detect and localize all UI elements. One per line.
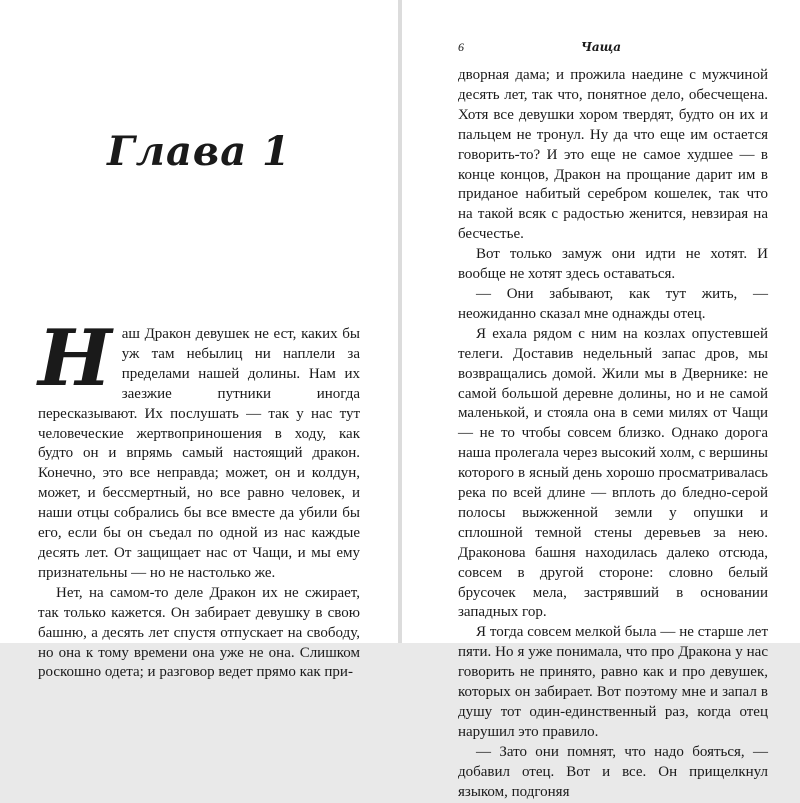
left-page-text — [38, 313, 360, 683]
paragraph: Нет, на самом-то деле Дракон их не сжирает, так только кажется. Он забирает девушку в свою башню, а десять лет спустя отпускает на свободу, но она к тому времени она уже не она. Слишком роскошно одета; и разговор ведет прямо как при- — [38, 584, 360, 681]
paragraph: — Зато они помнят, что надо бояться, — добавил отец. Вот и все. Он прищелкнул языком, подгоняя — [458, 743, 768, 800]
paragraph: — Они забывают, как тут жить, — неожиданно сказал мне однажды отец. — [458, 285, 768, 322]
paragraph-text: аш Дракон девушек не ест, каких бы уж там небылиц ни наплели за пределами нашей долины. Нам их заезжие путники иногда пересказывают. Их послушать — так у нас тут человеческие жертвоприношения в ходу, как будто он и впрямь самый настоящий дракон. Конечно, это все неправда; может, он и колдун, может, и бессмертный, но все равно человек, и наши отцы собрались бы все вместе да убили бы его, если бы он съедал по одной из нас каждые десять лет. От защищает нас от Чащи, и мы ему признательны — но не настолько же. — [38, 326, 360, 581]
right-page-text — [458, 66, 768, 803]
page-number: 6 — [458, 40, 464, 54]
paragraph — [38, 313, 360, 584]
chapter-title: Глава 1 — [107, 128, 291, 175]
right-page — [402, 0, 800, 800]
drop-cap: Н — [38, 313, 112, 404]
running-title: Чаща — [580, 40, 622, 54]
paragraph: Вот только замуж они идти не хотят. И вообще не хотят здесь оставаться. — [458, 246, 768, 283]
paragraph: Я ехала рядом с ним на козлах опустевшей телеги. Доставив недельный запас дров, мы возвращались домой. Жили мы в Двернике: не самой большой деревне долины, но и не самой маленькой, и стояла она в семи милях от Чащи — не то чтобы совсем близко. Однако дорога наша пролегала через высокий холм, с вершины которого в ясный день хорошо просматривалась река по всей длине — вплоть до бледно-серой полосы выжженной земли у опушки и сплошной темной стены деревьев за нею. Драконова башня находилась далеко отсюда, совсем в другой стороне: словно белый брусочек мела, застрявший в основании западных гор. — [458, 325, 768, 621]
paragraph: дворная дама; и прожила наедине с мужчиной десять лет, так что, понятное дело, обесчещена. Хотя все девушки хором твердят, будто он их и пальцем не тронул. Ну да что еще им остается говорить-то? И это еще не самое худшее — в конце концов, Дракон на прощание дарит им в приданое набитый серебром кошелек, так что на такой всяк с радостью женится, невзирая на бесчестье. — [458, 67, 768, 243]
left-page — [0, 0, 398, 681]
paragraph: Я тогда совсем мелкой была — не старше лет пяти. Но я уже понимала, что про Дракона у нас говорить не принято, равно как и про девушек, которых он забирает. Вот поэтому мне и запал в душу тот один-единственный раз, когда отец нарушил это правило. — [458, 624, 768, 740]
